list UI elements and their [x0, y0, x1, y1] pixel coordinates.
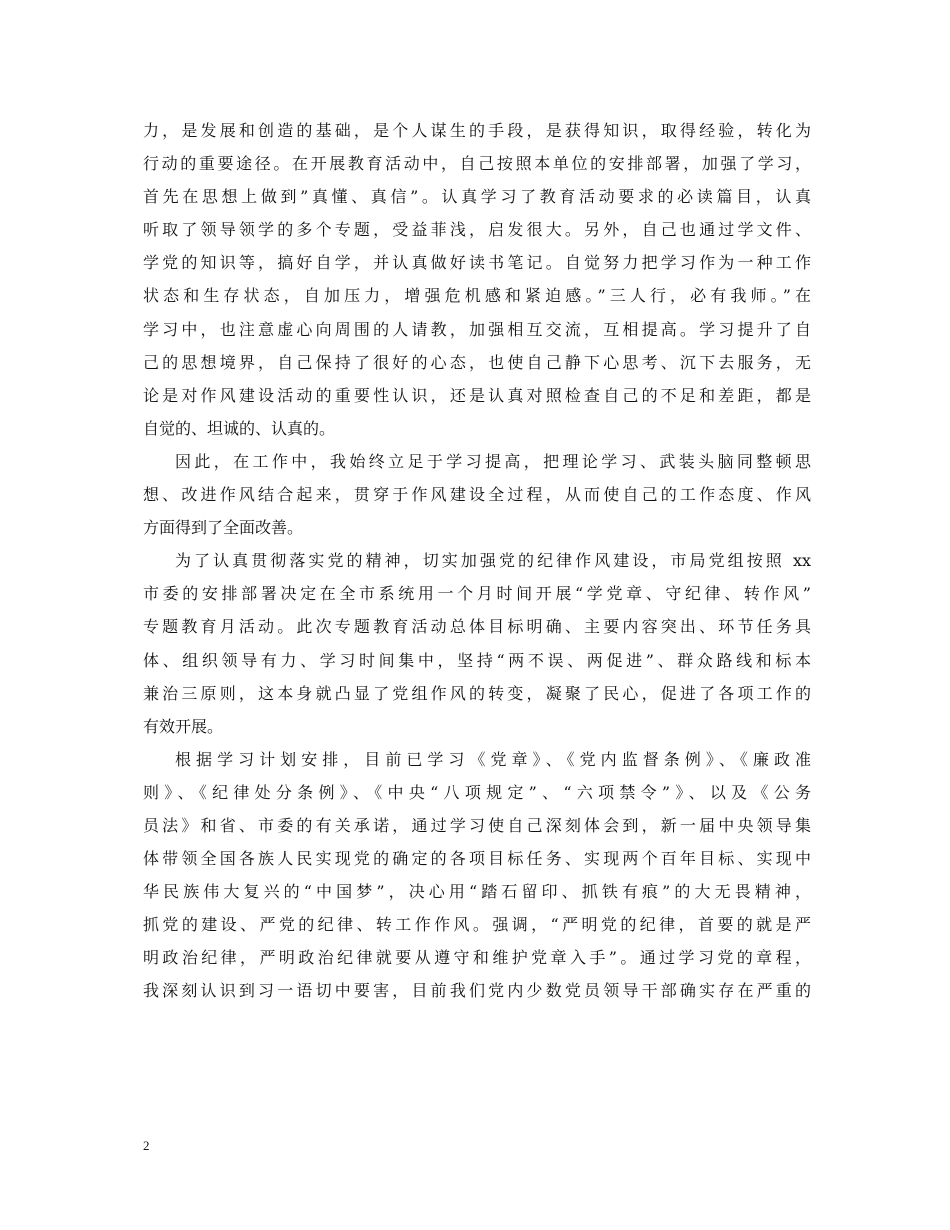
text-line: 因此，在工作中，我始终立足于学习提高，把理论学习、武装头脑同整顿思 — [175, 451, 811, 471]
text-line: 自觉的、坦诚的、认真的。 — [143, 418, 336, 438]
text-line: 想、改进作风结合起来，贯穿于作风建设全过程，从而使自己的工作态度、作风 — [143, 485, 811, 505]
text-line: 兼治三原则，这本身就凸显了党组作风的转变，凝聚了民心，促进了各项工作的 — [143, 683, 811, 703]
document-body — [143, 114, 811, 1008]
text-line: 则》、《纪律处分条例》、《中央“八项规定”、“六项禁令”》、以及《公务 — [143, 782, 811, 802]
text-line: 己的思想境界，自己保持了很好的心态，也使自己静下心思考、沉下去服务，无 — [143, 352, 811, 372]
text-line: 抓党的建设、严党的纪律、转工作作风。强调，“严明党的纪律，首要的就是严 — [143, 915, 811, 935]
text-line: 员法》和省、市委的有关承诺，通过学习使自己深刻体会到，新一届中央领导集 — [143, 815, 811, 835]
paragraph-3 — [143, 544, 811, 743]
text-line: 有效开展。 — [143, 716, 224, 736]
text-line: 体、组织领导有力、学习时间集中，坚持“两不误、两促进”、群众路线和标本 — [143, 650, 811, 670]
paragraph-1 — [143, 114, 811, 445]
text-line: 根据学习计划安排，目前已学习《党章》、《党内监督条例》、《廉政准 — [175, 749, 811, 769]
text-line: 力，是发展和创造的基础，是个人谋生的手段，是获得知识，取得经验，转化为 — [143, 121, 811, 140]
text-line: 明政治纪律，严明政治纪律就要从遵守和维护党章入手”。通过学习党的章程， — [143, 948, 811, 968]
text-line: 状态和生存状态，自加压力，增强危机感和紧迫感。”三人行，必有我师。”在 — [143, 286, 811, 306]
page-number: 2 — [143, 1138, 150, 1153]
text-line: 体带领全国各族人民实现党的确定的各项目标任务、实现两个百年目标、实现中 — [143, 849, 811, 869]
text-line: 听取了领导领学的多个专题，受益菲浅，启发很大。另外，自己也通过学文件、 — [143, 220, 811, 240]
text-line: 学习中，也注意虚心向周围的人请教，加强相互交流，互相提高。学习提升了自 — [143, 319, 811, 339]
text-line: 行动的重要途径。在开展教育活动中，自己按照本单位的安排部署，加强了学习， — [143, 154, 811, 174]
text-line: 首先在思想上做到”真懂、真信”。认真学习了教育活动要求的必读篇目，认真 — [143, 187, 811, 207]
text-line: 论是对作风建设活动的重要性认识，还是认真对照检查自己的不足和差距，都是 — [143, 385, 811, 405]
text-line: 华民族伟大复兴的“中国梦”，决心用“踏石留印、抓铁有痕”的大无畏精神， — [143, 882, 811, 902]
text-line: 方面得到了全面改善。 — [143, 518, 304, 538]
text-line: 为了认真贯彻落实党的精神，切实加强党的纪律作风建设，市局党组按照 xx — [175, 551, 811, 571]
paragraph-2 — [143, 445, 811, 544]
text-line: 我深刻认识到习一语切中要害，目前我们党内少数党员领导干部确实存在严重的 — [143, 981, 811, 1001]
text-line: 学党的知识等，搞好自学，并认真做好读书笔记。自觉努力把学习作为一种工作 — [143, 253, 811, 273]
text-line: 市委的安排部署决定在全市系统用一个月时间开展“学党章、守纪律、转作风” — [143, 584, 811, 604]
paragraph-4 — [143, 743, 811, 1008]
text-line: 专题教育月活动。此次专题教育活动总体目标明确、主要内容突出、环节任务具 — [143, 617, 811, 637]
